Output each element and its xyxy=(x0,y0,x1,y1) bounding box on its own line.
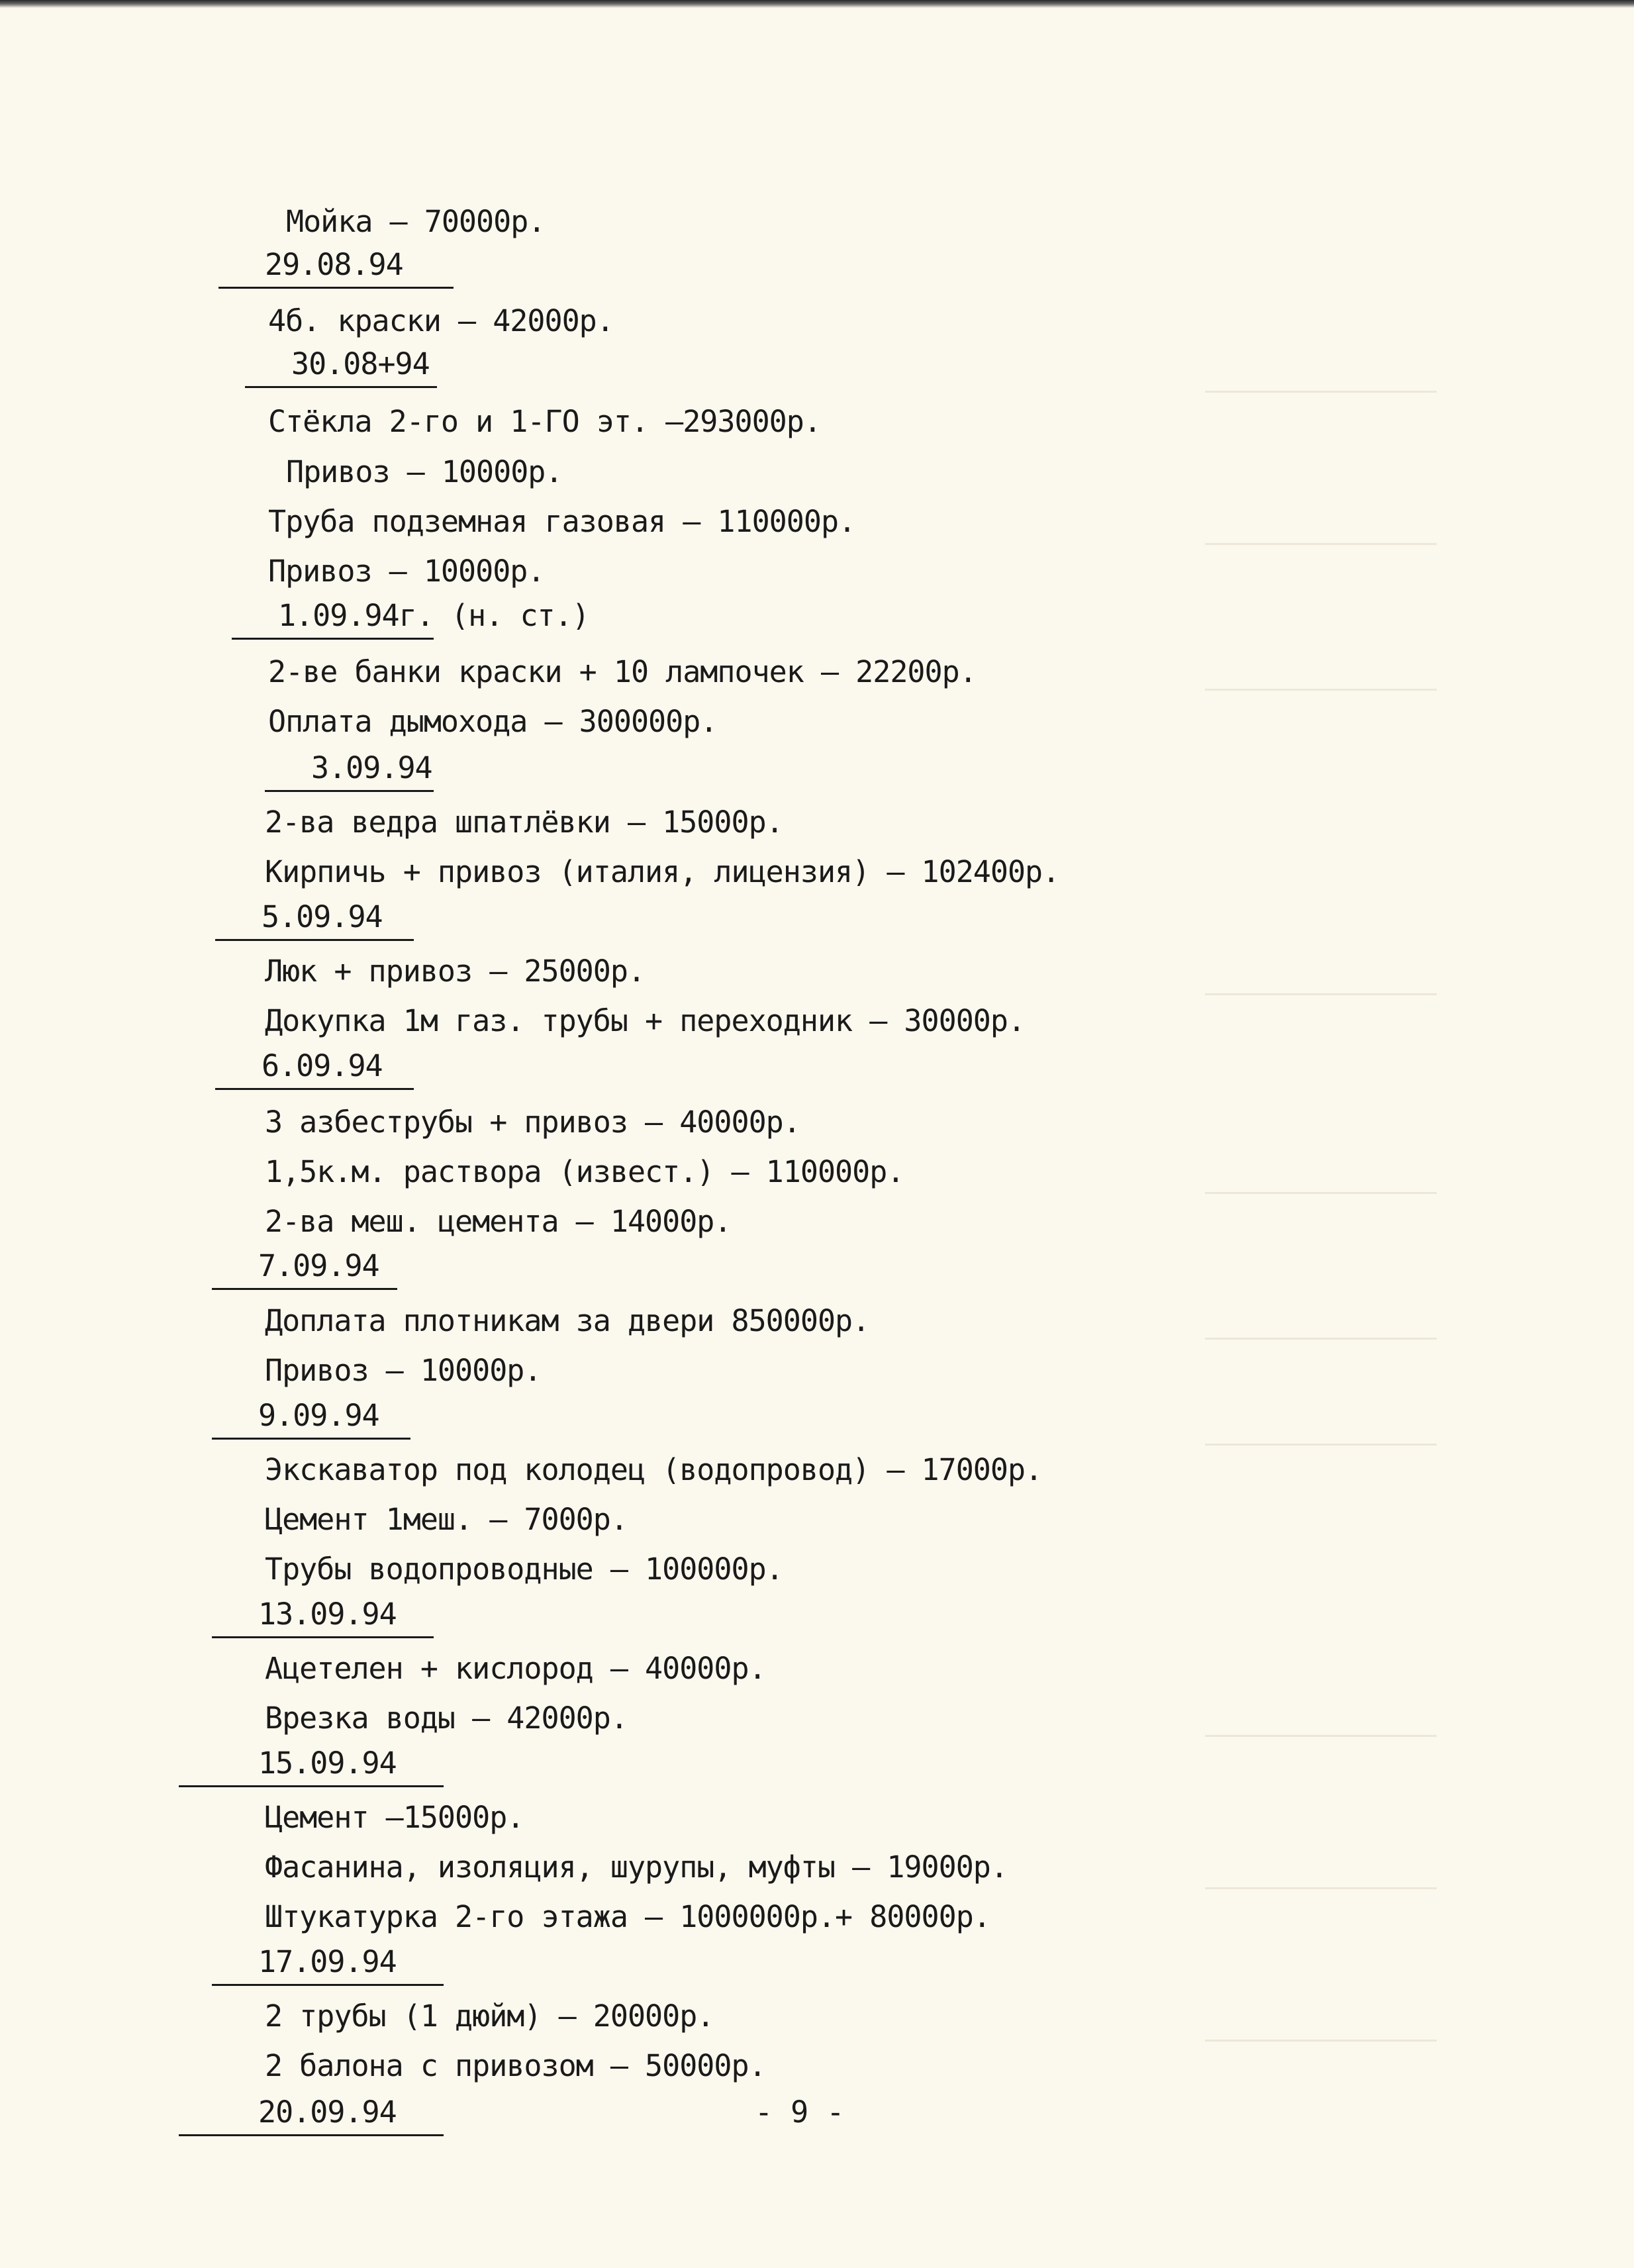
date-label: 20.09.94 xyxy=(179,2093,444,2136)
bleed-through-rule xyxy=(1205,1192,1437,1194)
expense-item: 1,5к.м. раствора (извест.) — 110000р. xyxy=(265,1154,904,1189)
page-number: - 9 - xyxy=(755,2095,845,2130)
expense-item: Цемент —15000р. xyxy=(265,1800,524,1835)
expense-item: Врезка воды — 42000р. xyxy=(265,1701,628,1736)
bleed-through-rule xyxy=(1205,993,1437,995)
expense-item: 4б. краски — 42000р. xyxy=(268,303,614,338)
expense-item: Кирпичь + привоз (италия, лицензия) — 102400р. xyxy=(265,854,1060,889)
date-label: 7.09.94 xyxy=(212,1246,397,1290)
expense-item: 2-ве банки краски + 10 лампочек — 22200р. xyxy=(268,654,977,689)
expense-item: Привоз — 10000р. xyxy=(265,1353,542,1388)
date-label: 9.09.94 xyxy=(212,1396,410,1440)
expense-item: 2 трубы (1 дюйм) — 20000р. xyxy=(265,1998,714,2034)
expense-item: 2-ва ведра шпатлёвки — 15000р. xyxy=(265,805,783,840)
bleed-through-rule xyxy=(1205,391,1437,393)
expense-item: 3 азбеструбы + привоз — 40000р. xyxy=(265,1105,800,1140)
bleed-through-rule xyxy=(1205,1444,1437,1446)
date-label: 6.09.94 xyxy=(215,1046,414,1090)
date-heading xyxy=(232,596,589,640)
bleed-through-rule xyxy=(1205,1338,1437,1340)
date-label: 30.08+94 xyxy=(245,344,437,388)
expense-item: 2-ва меш. цемента — 14000р. xyxy=(265,1204,732,1239)
expense-item: Докупка 1м газ. трубы + переходник — 30000р. xyxy=(265,1003,1026,1038)
expense-item: Штукатурка 2-го этажа — 1000000р.+ 80000р. xyxy=(265,1899,990,1934)
expense-item: Экскаватор под колодец (водопровод) — 17000р. xyxy=(265,1452,1043,1487)
bleed-through-rule xyxy=(1205,1887,1437,1889)
date-heading xyxy=(265,748,434,792)
date-heading xyxy=(212,1396,410,1440)
date-label: 13.09.94 xyxy=(212,1595,434,1638)
bleed-through-rule xyxy=(1205,2040,1437,2042)
expense-item: Цемент 1меш. — 7000р. xyxy=(265,1502,628,1537)
expense-item: Привоз — 10000р. xyxy=(286,454,563,489)
expense-item: Ацетелен + кислород — 40000р. xyxy=(265,1651,766,1686)
date-label: 3.09.94 xyxy=(265,748,434,792)
expense-item: Оплата дымохода — 300000р. xyxy=(268,704,718,739)
expense-item: 2 балона с привозом — 50000р. xyxy=(265,2048,766,2083)
bleed-through-rule xyxy=(1205,689,1437,691)
date-heading xyxy=(212,1246,397,1290)
date-heading xyxy=(179,1744,444,1787)
date-heading xyxy=(215,1046,414,1090)
date-label: 1.09.94г. xyxy=(232,596,434,640)
date-label: 29.08.94 xyxy=(218,245,454,289)
date-heading xyxy=(212,1595,434,1638)
expense-item: Трубы водопроводные — 100000р. xyxy=(265,1552,783,1587)
date-note: (н. ст.) xyxy=(434,598,589,633)
bleed-through-rule xyxy=(1205,543,1437,545)
date-heading xyxy=(245,344,437,388)
expense-item: Люк + привоз — 25000р. xyxy=(265,954,646,989)
date-label: 15.09.94 xyxy=(179,1744,444,1787)
date-heading xyxy=(179,2093,444,2136)
date-heading xyxy=(215,897,414,941)
expense-item: Труба подземная газовая — 110000р. xyxy=(268,504,856,539)
expense-item: Привоз — 10000р. xyxy=(268,554,545,589)
expense-item: Стёкла 2-го и 1-ГО эт. —293000р. xyxy=(268,404,821,439)
expense-item: Доплата плотникам за двери 850000р. xyxy=(265,1303,870,1338)
date-heading xyxy=(212,1942,444,1986)
date-heading xyxy=(218,245,454,289)
bleed-through-rule xyxy=(1205,1735,1437,1737)
expense-item: Фасанина, изоляция, шурупы, муфты — 19000р. xyxy=(265,1849,1008,1885)
date-label: 17.09.94 xyxy=(212,1942,444,1986)
date-label: 5.09.94 xyxy=(215,897,414,941)
expense-item: Мойка — 70000р. xyxy=(286,204,546,239)
